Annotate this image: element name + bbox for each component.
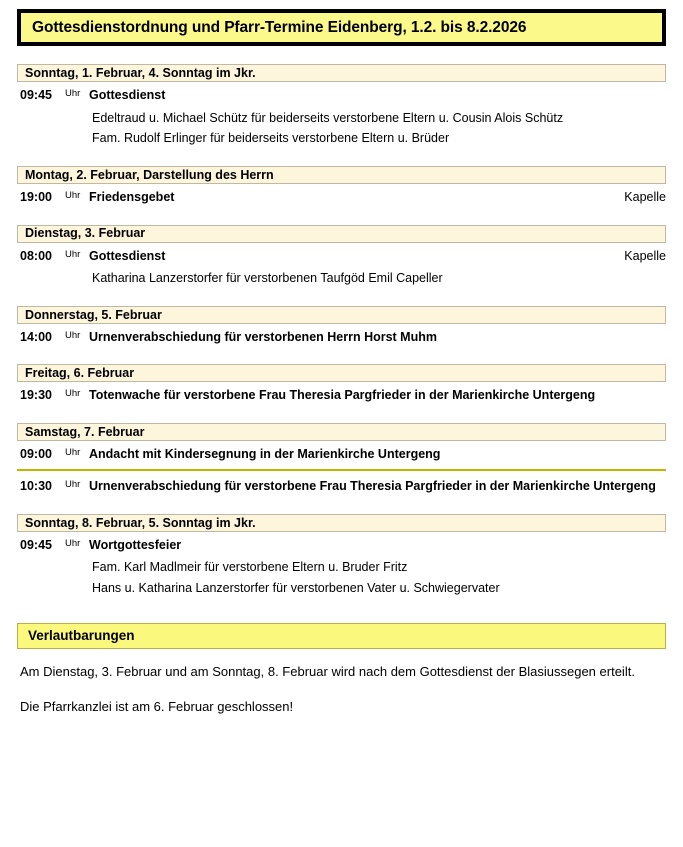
event-title: Andacht mit Kindersegnung in der Marienkirche Untergeng [89,446,441,461]
event-time-unit: Uhr [65,329,81,341]
event-title: Urnenverabschiedung für verstorbene Frau Theresia Pargfrieder in der Marienkirche Untergeng [89,479,656,494]
event-time: 19:30 [20,388,52,403]
day-section [17,225,666,288]
day-section [17,514,666,598]
day-sections-container [17,64,666,598]
day-header-label: Dienstag, 3. Februar [25,226,146,241]
event-title: Friedensgebet [89,190,175,204]
event-main-row [17,536,666,555]
event-time-unit: Uhr [65,190,81,201]
day-header [17,166,666,184]
event-main-row [17,445,666,464]
event-intentions [17,265,666,288]
day-section [17,64,666,148]
day-section [17,306,666,347]
event-intention-line: Edeltraud u. Michael Schütz für beiderseits verstorbene Eltern u. Cousin Alois Schütz [92,110,564,125]
event-title: Gottesdienst [89,248,166,263]
event-intention-line: Hans u. Katharina Lanzerstorfer für verstorbenen Vater u. Schwiegervater [92,581,500,595]
day-header-label: Montag, 2. Februar, Darstellung des Herrn [25,167,274,182]
event-intention-line: Fam. Rudolf Erlinger für beiderseits verstorbene Eltern u. Brüder [92,131,450,146]
event-time-unit: Uhr [65,446,81,458]
day-header [17,423,666,441]
day-header-label: Donnerstag, 5. Februar [25,307,162,322]
event-time: 09:45 [20,537,52,552]
event-entry [17,82,666,148]
event-location: Kapelle [624,248,666,263]
event-main-row [17,477,666,496]
page-title: Gottesdienstordnung und Pfarr-Termine Eidenberg, 1.2. bis 8.2.2026 [32,18,527,36]
day-header-label: Sonntag, 8. Februar, 5. Sonntag im Jkr. [25,515,256,530]
event-time: 09:00 [20,446,52,461]
event-main-row [17,86,666,105]
announcements-body [17,649,666,717]
day-header [17,514,666,532]
event-time: 19:00 [20,190,52,204]
event-time-unit: Uhr [65,537,81,549]
event-entry [17,324,666,347]
event-title: Totenwache für verstorbene Frau Theresia Pargfrieder in der Marienkirche Untergeng [89,388,596,403]
event-time-unit: Uhr [65,479,81,491]
event-title: Urnenverabschiedung für verstorbenen Herrn Horst Muhm [89,329,437,344]
event-entry [17,469,666,496]
event-intention-line: Katharina Lanzerstorfer für verstorbenen Taufgöd Emil Capeller [92,271,443,285]
event-main-row [17,247,666,266]
document-title-box [17,9,666,46]
event-title: Gottesdienst [89,88,166,102]
event-intentions [17,554,666,598]
event-time: 08:00 [20,248,52,263]
event-time: 14:00 [20,329,52,344]
day-header-label: Samstag, 7. Februar [25,424,145,439]
event-entry [17,532,666,598]
event-location: Kapelle [624,190,666,204]
day-header-label: Sonntag, 1. Februar, 4. Sonntag im Jkr. [25,65,256,80]
event-time-unit: Uhr [65,388,81,400]
day-header [17,64,666,82]
announcements-section [17,623,666,717]
event-title: Wortgottesfeier [89,537,182,552]
day-section [17,423,666,496]
event-time: 10:30 [20,479,52,494]
event-time-unit: Uhr [65,88,81,99]
event-entry [17,441,666,464]
event-intentions [17,105,666,149]
announcement-paragraph: Die Pfarrkanzlei ist am 6. Februar geschlossen! [20,698,294,714]
event-entry [17,184,666,207]
event-main-row [17,328,666,347]
announcements-header [17,623,666,649]
day-header [17,364,666,382]
event-entry [17,382,666,405]
day-section [17,364,666,405]
event-time: 09:45 [20,88,52,102]
announcements-header-label: Verlautbarungen [28,628,135,644]
service-schedule-page [0,9,683,847]
day-header [17,306,666,324]
event-main-row [17,188,666,207]
announcement-paragraph: Am Dienstag, 3. Februar und am Sonntag, 8. Februar wird nach dem Gottesdienst der Blasiussegen erteilt. [20,663,635,679]
day-section [17,166,666,207]
event-entry [17,243,666,288]
day-header-label: Freitag, 6. Februar [25,366,135,380]
event-main-row [17,386,666,405]
event-intention-line: Fam. Karl Madlmeir für verstorbene Eltern u. Bruder Fritz [92,560,408,575]
day-header [17,225,666,243]
event-time-unit: Uhr [65,248,81,260]
